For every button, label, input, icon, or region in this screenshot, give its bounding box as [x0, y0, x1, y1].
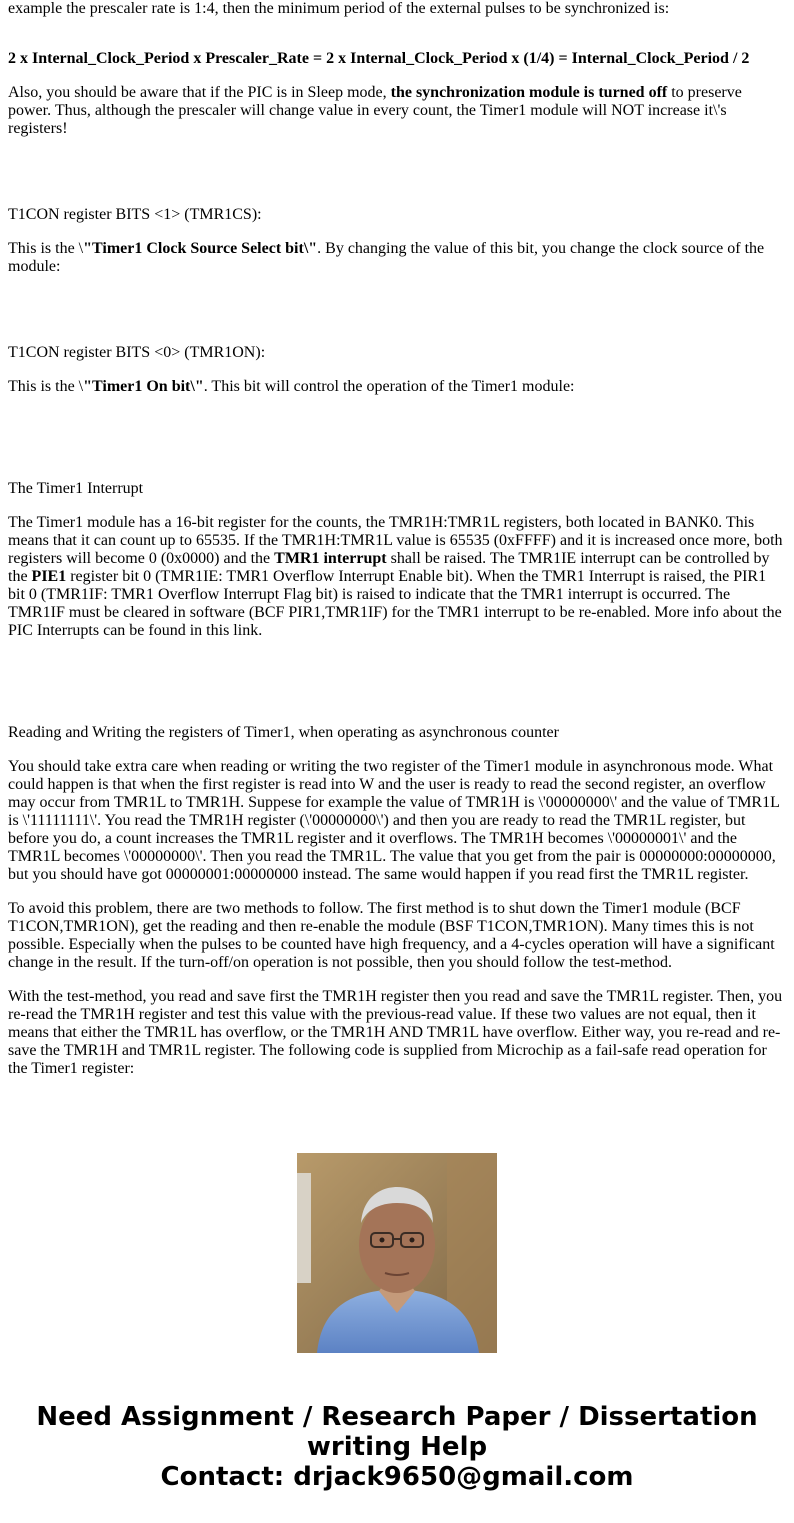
async-paragraph-3: With the test-method, you read and save first the TMR1H register then you read and save the TMR1L register. Then, you re-read the TMR1H register and test this value with the previous-read value. If these two values are not equal, then it means that either the TMR1L has overflow, or the TMR1H AND TMR1L have overflow. Either way, you re-read and re-save the TMR1H and TMR1L register. The following code is supplied from Microchip as a fail-safe read operation for the Timer1 register:	[8, 988, 783, 1077]
tmr1on-paragraph: This is the \"Timer1 On bit\". This bit will control the operation of the Timer1 module:	[8, 378, 575, 395]
cta-line-2: writing Help	[306, 1432, 488, 1462]
interrupt-paragraph: The Timer1 module has a 16-bit register for the counts, the TMR1H:TMR1L registers, both located in BANK0. This means that it can count up to 65535. If the TMR1H:TMR1L value is 65535 (0xFFFF) and it is increased once more, both registers will become 0 (0x0000) and the TMR1 interrupt shall be raised. The TMR1IE interrupt can be controlled by the PIE1 register bit 0 (TMR1IE: TMR1 Overflow Interrupt Enable bit). When the TMR1 Interrupt is raised, the PIR1 bit 0 (TMR1IF: TMR1 Overflow Interrupt Flag bit) is raised to indicate that the TMR1 interrupt is occurred. The TMR1IF must be cleared in software (BCF PIR1,TMR1IF) for the TMR1 interrupt to be re-enabled. More info about the PIC Interrupts can be found in this link.	[8, 514, 783, 639]
contact-email: Contact: drjack9650@gmail.com	[160, 1462, 634, 1492]
heading-timer1-interrupt: The Timer1 Interrupt	[8, 480, 144, 497]
author-photo	[297, 1153, 497, 1353]
async-paragraph-1: You should take extra care when reading or writing the two register of the Timer1 module in asynchronous mode. What could happen is that when the first register is read into W and the user is ready to read the second register, an overflow may occur from TMR1L to TMR1H. Suppese for example the value of TMR1H is \'00000000\' and the value of TMR1L is \'11111111\'. You read the TMR1H register (\'00000000\') and then you are ready to read the TMR1L register, but before you do, a count increases the TMR1L register and it overflows. The TMR1H becomes \'00000001\' and the TMR1L becomes \'00000000\'. Then you read the TMR1L. The value that you get from the pair is 00000000:00000000, but you should have got 00000001:00000000 instead. The same would happen if you read first the TMR1L register.	[8, 758, 780, 883]
person-photo-icon	[297, 1153, 497, 1353]
help-banner	[0, 1122, 794, 1523]
heading-async-read-write: Reading and Writing the registers of Timer1, when operating as asynchronous counter	[8, 724, 559, 741]
formula: 2 x Internal_Clock_Period x Prescaler_Rate = 2 x Internal_Clock_Period x (1/4) = Internal_Clock_Period / 2	[8, 50, 750, 67]
heading-tmr1cs: T1CON register BITS <1> (TMR1CS):	[8, 206, 262, 223]
heading-tmr1on: T1CON register BITS <0> (TMR1ON):	[8, 344, 266, 361]
contact-message	[0, 1402, 794, 1492]
tmr1cs-paragraph: This is the \"Timer1 Clock Source Select bit\". By changing the value of this bit, you change the clock source of the module:	[8, 240, 765, 275]
cta-line-1: Need Assignment / Research Paper / Dissertation	[36, 1402, 758, 1432]
async-paragraph-2: To avoid this problem, there are two methods to follow. The first method is to shut down the Timer1 module (BCF T1CON,TMR1ON), get the reading and then re-enable the module (BSF T1CON,TMR1ON). Many times this is not possible. Especially when the pulses to be counted have high frequency, and a 4-cycles operation will have a significant change in the result. If the turn-off/on operation is not possible, then you should follow the test-method.	[8, 900, 775, 971]
intro-paragraph: example the prescaler rate is 1:4, then the minimum period of the external pulses to be synchronized is:	[8, 0, 670, 17]
sleep-mode-paragraph: Also, you should be aware that if the PIC is in Sleep mode, the synchronization module is turned off to preserve power. Thus, although the prescaler will change value in every count, the Timer1 module will NOT increase it\'s registers!	[8, 84, 742, 137]
